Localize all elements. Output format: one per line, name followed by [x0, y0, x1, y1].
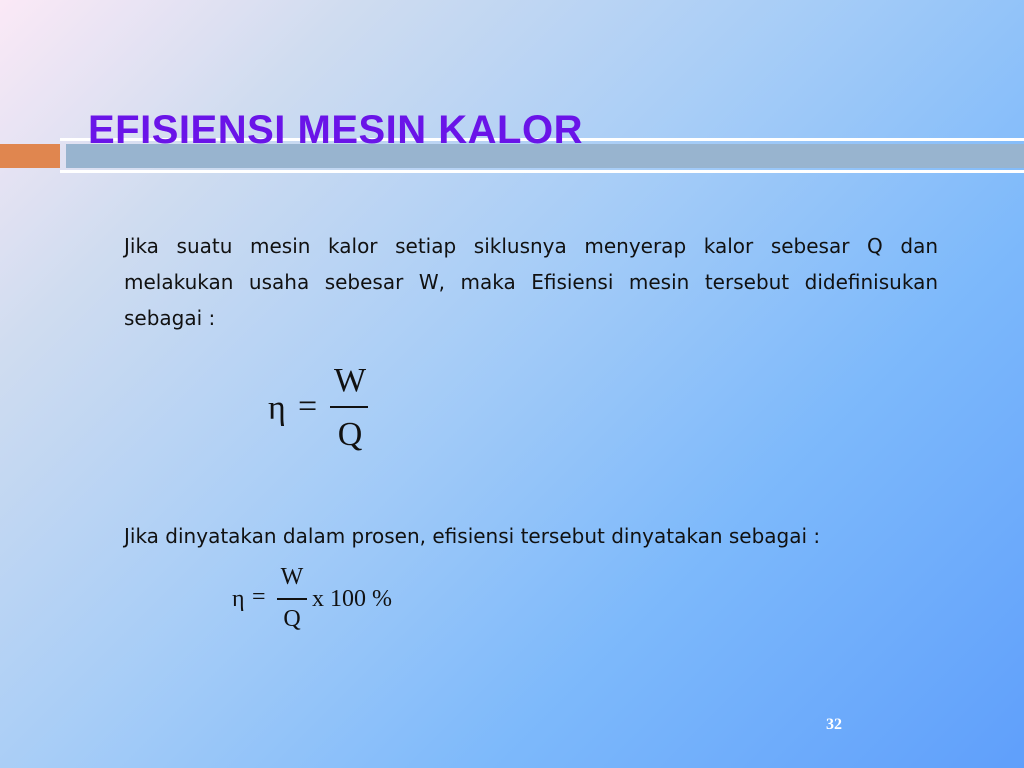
fraction-bar — [277, 598, 307, 600]
multiplier-text: x 100 % — [312, 586, 392, 612]
equals-sign: = — [298, 388, 318, 425]
title-bar-line-bottom — [60, 170, 1024, 173]
numerator: W — [333, 362, 367, 399]
denominator: Q — [283, 606, 301, 632]
denominator: Q — [337, 416, 363, 453]
definition-paragraph: Jika suatu mesin kalor setiap siklusnya menyerap kalor sebesar Q dan melakukan usaha sebesar W, maka Efisiensi mesin tersebut didefinisukan sebagai : — [124, 234, 938, 330]
title-bar-orange — [0, 144, 60, 168]
page-number: 32 — [826, 716, 842, 733]
numerator: W — [280, 564, 304, 590]
eta-symbol: η — [232, 586, 245, 612]
slide-title: EFISIENSI MESIN KALOR — [88, 108, 583, 152]
fraction-bar — [330, 406, 368, 408]
equals-sign: = — [252, 584, 266, 610]
eta-symbol: η — [268, 390, 286, 427]
percent-paragraph: Jika dinyatakan dalam prosen, efisiensi tersebut dinyatakan sebagai : — [124, 524, 821, 548]
